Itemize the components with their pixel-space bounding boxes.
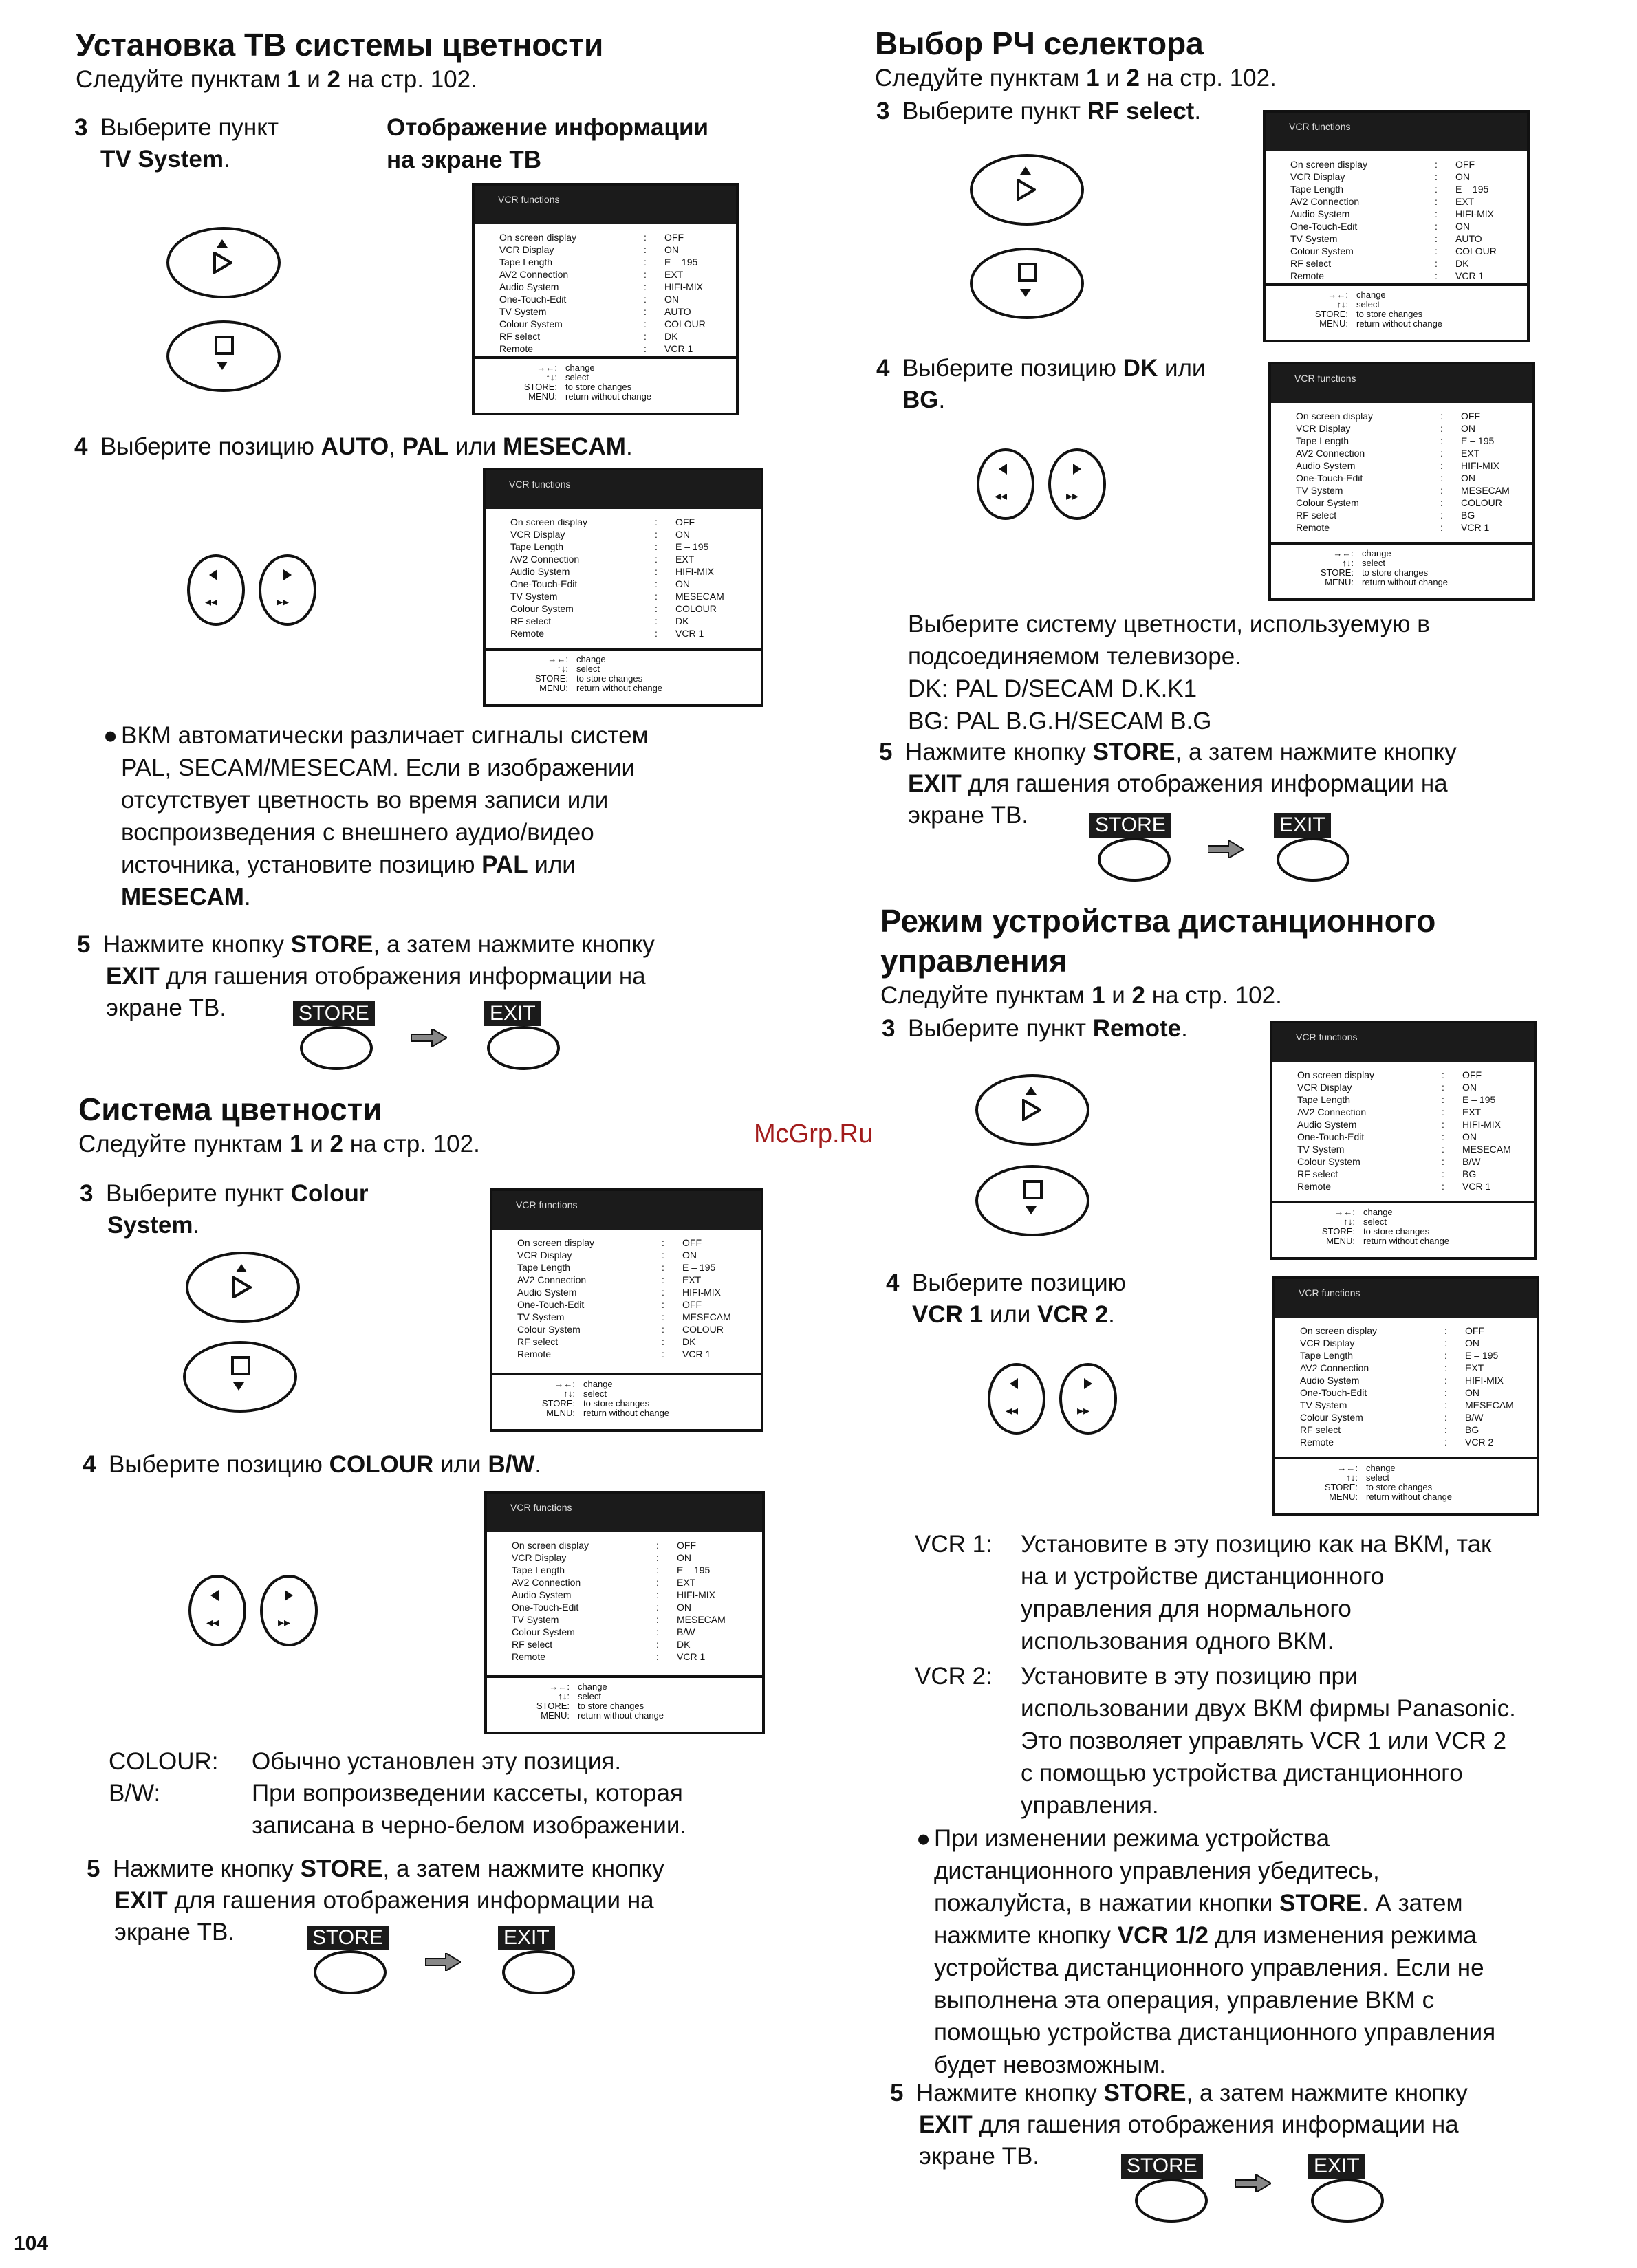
osd-title: VCR functions <box>1272 1023 1534 1062</box>
exit-button[interactable] <box>1311 2179 1384 2223</box>
fast-forward-icon: ▸▸ <box>1077 1404 1090 1417</box>
osd-screen <box>472 183 739 415</box>
down-arrow-icon <box>1020 289 1031 297</box>
osd-row: TV System : MESECAM <box>517 1311 731 1322</box>
osd-screen <box>1263 110 1530 342</box>
down-arrow-icon <box>217 362 228 370</box>
osd-row: Tape Length : E – 195 <box>517 1262 716 1273</box>
osd-row: AV2 Connection : EXT <box>512 1577 696 1588</box>
osd-title: VCR functions <box>1266 113 1527 151</box>
step-5-line-3: экране ТВ. <box>919 2143 1040 2170</box>
down-arrow-icon <box>233 1382 244 1391</box>
osd-row: Audio System : HIFI-MIX <box>499 281 703 292</box>
play-icon <box>1022 1099 1041 1121</box>
step-5: 5 Нажмите кнопку STORE, а затем нажмите кнопку <box>87 1855 664 1882</box>
rewind-button[interactable] <box>188 1575 246 1646</box>
up-arrow-icon <box>1026 1087 1037 1095</box>
down-stop-button[interactable] <box>970 248 1084 319</box>
watermark: McGrp.Ru <box>754 1120 874 1148</box>
rewind-button[interactable] <box>187 554 245 626</box>
up-arrow-icon <box>236 1264 247 1272</box>
osd-row: RF select : DK <box>512 1639 691 1650</box>
osd-row: On screen display : OFF <box>1297 1069 1482 1080</box>
osd-row: Remote : VCR 1 <box>510 628 704 639</box>
bw-term: B/W: <box>109 1780 161 1807</box>
fast-forward-icon: ▸▸ <box>1066 489 1079 503</box>
vcr1-desc: Установите в эту позицию как на ВКМ, так на и устройстве дистанционного управления для нормального использования одного ВКМ. <box>1021 1531 1492 1655</box>
osd-help: →←: change ↑↓: select STORE: to store changes MENU: return without change <box>492 1373 761 1429</box>
down-stop-button[interactable] <box>975 1165 1089 1236</box>
osd-row: RF select : BG <box>1297 1168 1477 1179</box>
osd-row: On screen display : OFF <box>1296 411 1480 422</box>
osd-row: Colour System : COLOUR <box>1290 246 1497 257</box>
osd-row: On screen display : OFF <box>1300 1325 1484 1336</box>
exit-button[interactable] <box>1277 838 1349 882</box>
osd-row: Colour System : COLOUR <box>499 318 706 329</box>
fast-forward-icon: ▸▸ <box>277 595 290 609</box>
osd-row: Colour System : COLOUR <box>1296 497 1502 508</box>
right-arrow-icon <box>285 1590 293 1601</box>
osd-title: VCR functions <box>487 1494 762 1532</box>
fast-forward-button[interactable] <box>259 554 316 626</box>
step-4-item: BG. <box>902 386 946 413</box>
osd-row: RF select : DK <box>1290 258 1469 269</box>
osd-title: VCR functions <box>486 470 761 509</box>
osd-row: TV System : MESECAM <box>1300 1399 1514 1410</box>
osd-row: Remote : VCR 1 <box>517 1349 711 1360</box>
osd-row: Colour System : B/W <box>1300 1412 1484 1423</box>
osd-screen <box>1270 1021 1537 1260</box>
step-3-item: System. <box>107 1212 200 1239</box>
play-icon <box>1017 179 1036 201</box>
osd-row: On screen display : OFF <box>499 232 684 243</box>
osd-help: →←: change ↑↓: select STORE: to store changes MENU: return without change <box>486 648 761 704</box>
osd-caption: Отображение информации на экране ТВ <box>387 114 708 173</box>
osd-row: One-Touch-Edit : OFF <box>517 1299 702 1310</box>
step-5: 5 Нажмите кнопку STORE, а затем нажмите кнопку <box>890 2080 1468 2106</box>
osd-row: One-Touch-Edit : ON <box>1297 1131 1477 1142</box>
osd-row: Remote : VCR 1 <box>499 343 693 354</box>
osd-row: Tape Length : E – 195 <box>510 541 709 552</box>
step-5-line-3: экране ТВ. <box>114 1919 235 1945</box>
osd-row: TV System : MESECAM <box>512 1614 726 1625</box>
osd-row: AV2 Connection : EXT <box>510 554 695 565</box>
osd-title: VCR functions <box>475 186 736 224</box>
osd-row: On screen display : OFF <box>510 516 695 527</box>
arrow-right-icon <box>1208 840 1244 858</box>
note-text: ВКМ автоматически различает сигналы систем PAL, SECAM/MESECAM. Если в изображении отсутствует цветность во время записи или воспроизведения с внешнего аудио/видео источника, установите позицию PAL или MESECAM. <box>121 722 649 911</box>
fast-forward-button[interactable] <box>1059 1363 1117 1435</box>
osd-row: Remote : VCR 1 <box>1297 1181 1491 1192</box>
osd-row: Colour System : B/W <box>1297 1156 1481 1167</box>
osd-row: One-Touch-Edit : ON <box>1290 221 1470 232</box>
osd-row: Tape Length : E – 195 <box>499 257 698 268</box>
page-number: 104 <box>14 2232 49 2255</box>
osd-help: →←: change ↑↓: select STORE: to store changes MENU: return without change <box>487 1675 762 1732</box>
osd-row: Tape Length : E – 195 <box>1300 1350 1499 1361</box>
osd-row: VCR Display : ON <box>512 1552 691 1563</box>
right-arrow-icon <box>1073 464 1081 475</box>
osd-help: →←: change ↑↓: select STORE: to store changes MENU: return without change <box>1266 283 1527 340</box>
step-3: 3 Выберите пункт RF select. <box>876 98 1202 124</box>
rewind-button[interactable] <box>977 448 1034 520</box>
osd-row: RF select : DK <box>510 615 689 626</box>
step-5-line-3: экране ТВ. <box>106 994 227 1021</box>
osd-row: Remote : VCR 1 <box>512 1651 706 1662</box>
osd-help: →←: change ↑↓: select STORE: to store changes MENU: return without change <box>1275 1457 1537 1513</box>
osd-help: →←: change ↑↓: select STORE: to store changes MENU: return without change <box>475 356 736 413</box>
step-4-item: VCR 1 или VCR 2. <box>912 1301 1115 1328</box>
follow-steps: Следуйте пунктам 1 и 2 на стр. 102. <box>875 65 1277 91</box>
follow-steps: Следуйте пунктам 1 и 2 на стр. 102. <box>78 1131 480 1157</box>
osd-row: TV System : MESECAM <box>1296 485 1510 496</box>
step-5-line-2: EXIT для гашения отображения информации на <box>106 963 646 990</box>
exit-button[interactable] <box>487 1026 560 1070</box>
left-arrow-icon <box>209 569 217 580</box>
osd-row: On screen display : OFF <box>512 1540 696 1551</box>
osd-screen <box>1272 1276 1539 1516</box>
osd-row: One-Touch-Edit : ON <box>1300 1387 1479 1398</box>
exit-label: EXIT <box>498 1926 555 1950</box>
osd-row: On screen display : OFF <box>1290 159 1475 170</box>
follow-steps: Следуйте пунктам 1 и 2 на стр. 102. <box>880 982 1282 1009</box>
right-arrow-icon <box>1084 1378 1092 1389</box>
step-3-item: TV System. <box>100 146 230 173</box>
fast-forward-icon: ▸▸ <box>278 1615 291 1629</box>
up-arrow-icon <box>1020 166 1031 175</box>
osd-row: VCR Display : ON <box>499 244 679 255</box>
left-arrow-icon <box>999 464 1007 475</box>
arrow-right-icon <box>425 1953 461 1971</box>
osd-screen <box>1268 362 1535 601</box>
left-arrow-icon <box>1010 1378 1018 1389</box>
osd-row: VCR Display : ON <box>510 529 690 540</box>
osd-screen <box>490 1188 763 1432</box>
up-play-button[interactable] <box>975 1074 1089 1146</box>
stop-icon <box>1018 263 1037 282</box>
osd-row: Audio System : HIFI-MIX <box>517 1287 721 1298</box>
colour-term: COLOUR: <box>109 1748 219 1775</box>
osd-row: Audio System : HIFI-MIX <box>1300 1375 1504 1386</box>
up-play-button[interactable] <box>970 154 1084 226</box>
osd-row: VCR Display : ON <box>1290 171 1470 182</box>
osd-row: Tape Length : E – 195 <box>1296 435 1495 446</box>
osd-title: VCR functions <box>1275 1279 1537 1318</box>
step-4: 4 Выберите позицию <box>886 1269 1126 1296</box>
osd-row: AV2 Connection : EXT <box>1296 448 1480 459</box>
rewind-button[interactable] <box>988 1363 1045 1435</box>
play-icon <box>213 252 232 274</box>
osd-row: AV2 Connection : EXT <box>1297 1106 1482 1117</box>
osd-row: On screen display : OFF <box>517 1237 702 1248</box>
down-stop-button[interactable] <box>166 320 281 392</box>
down-arrow-icon <box>1026 1206 1037 1214</box>
stop-icon <box>231 1356 250 1375</box>
osd-row: VCR Display : ON <box>1297 1082 1477 1093</box>
step-5: 5 Нажмите кнопку STORE, а затем нажмите кнопку <box>77 931 655 958</box>
osd-row: Tape Length : E – 195 <box>1297 1094 1496 1105</box>
osd-row: Audio System : HIFI-MIX <box>510 566 714 577</box>
exit-label: EXIT <box>484 1001 541 1026</box>
play-icon <box>232 1276 252 1298</box>
step-5-line-2: EXIT для гашения отображения информации на <box>919 2111 1459 2138</box>
osd-row: Colour System : B/W <box>512 1626 695 1637</box>
rewind-icon: ◂◂ <box>1006 1404 1019 1417</box>
osd-row: Audio System : HIFI-MIX <box>1296 460 1499 471</box>
colour-desc: Обычно установлен эту позиция. <box>252 1748 622 1775</box>
osd-row: TV System : AUTO <box>1290 233 1482 244</box>
vcr2-desc: Установите в эту позицию при использовании двух ВКМ фирмы Panasonic. Это позволяет управлять VCR 1 или VCR 2 с помощью устройства дистанционного управления. <box>1021 1663 1516 1819</box>
osd-row: Audio System : HIFI-MIX <box>1290 208 1494 219</box>
osd-row: Colour System : COLOUR <box>517 1324 724 1335</box>
arrow-right-icon <box>1235 2174 1271 2192</box>
rewind-icon: ◂◂ <box>206 1615 219 1629</box>
osd-row: One-Touch-Edit : ON <box>499 294 679 305</box>
store-button[interactable] <box>1135 2179 1208 2223</box>
osd-title: VCR functions <box>492 1191 761 1230</box>
store-button[interactable] <box>314 1950 387 1994</box>
section-title-rf-select: Выбор РЧ селектора <box>875 25 1204 61</box>
osd-screen <box>484 1491 765 1734</box>
bw-desc: При вопроизведении кассеты, которая записана в черно-белом изображении. <box>252 1780 687 1839</box>
step-4: 4 Выберите позицию AUTO, PAL или MESECAM. <box>74 433 633 460</box>
osd-row: Remote : VCR 1 <box>1290 270 1484 281</box>
store-button[interactable] <box>300 1026 373 1070</box>
osd-row: Audio System : HIFI-MIX <box>512 1589 715 1600</box>
osd-row: TV System : MESECAM <box>1297 1144 1511 1155</box>
exit-button[interactable] <box>502 1950 575 1994</box>
step-5: 5 Нажмите кнопку STORE, а затем нажмите кнопку <box>879 739 1457 765</box>
step-5-line-3: экране ТВ. <box>908 802 1029 829</box>
fast-forward-button[interactable] <box>260 1575 318 1646</box>
arrow-right-icon <box>411 1029 447 1047</box>
left-arrow-icon <box>210 1590 219 1601</box>
step-3: 3 Выберите пункт Remote. <box>882 1015 1188 1042</box>
osd-row: RF select : DK <box>499 331 678 342</box>
osd-row: One-Touch-Edit : ON <box>510 578 690 589</box>
osd-row: RF select : BG <box>1300 1424 1479 1435</box>
rewind-icon: ◂◂ <box>205 595 218 609</box>
fast-forward-button[interactable] <box>1048 448 1106 520</box>
down-stop-button[interactable] <box>183 1341 297 1413</box>
osd-row: Tape Length : E – 195 <box>1290 184 1489 195</box>
step-5-line-2: EXIT для гашения отображения информации на <box>908 770 1448 797</box>
up-arrow-icon <box>217 239 228 248</box>
note-text: При изменении режима устройства дистанционного управления убедитесь, пожалуйста, в нажатии кнопки STORE. А затем нажмите кнопку VCR 1/2 для изменения режима устройства дистанционного управления. Если не выполнена эта операция, управление ВКМ с помощью устройства дистанционного управления будет невозможным. <box>934 1825 1496 2078</box>
osd-screen <box>483 468 763 707</box>
osd-help: →←: change ↑↓: select STORE: to store changes MENU: return without change <box>1271 542 1532 598</box>
section-title-colour-system: Система цветности <box>78 1091 382 1127</box>
store-button[interactable] <box>1098 838 1171 882</box>
osd-help: →←: change ↑↓: select STORE: to store changes MENU: return without change <box>1272 1201 1534 1257</box>
osd-row: RF select : DK <box>517 1336 696 1347</box>
osd-row: VCR Display : ON <box>1296 423 1475 434</box>
store-label: STORE <box>293 1001 375 1026</box>
up-play-button[interactable] <box>166 227 281 298</box>
step-4: 4 Выберите позицию DK или <box>876 355 1206 382</box>
exit-label: EXIT <box>1274 813 1331 838</box>
osd-title: VCR functions <box>1271 364 1532 403</box>
right-arrow-icon <box>283 569 292 580</box>
step-3: 3 Выберите пункт <box>74 114 279 141</box>
step-4: 4 Выберите позицию COLOUR или B/W. <box>83 1451 542 1478</box>
vcr2-term: VCR 2: <box>915 1663 993 1690</box>
rewind-icon: ◂◂ <box>995 489 1008 503</box>
exit-label: EXIT <box>1308 2154 1365 2179</box>
note-bullet: ● <box>916 1825 931 1852</box>
section-title-tv-system: Установка ТВ системы цветности <box>76 27 604 63</box>
osd-row: TV System : MESECAM <box>510 591 724 602</box>
osd-row: Remote : VCR 2 <box>1300 1437 1494 1448</box>
osd-row: Tape Length : E – 195 <box>512 1564 711 1575</box>
osd-row: TV System : AUTO <box>499 306 691 317</box>
osd-row: Colour System : COLOUR <box>510 603 717 614</box>
color-info: Выберите систему цветности, используемую в подсоединяемом телевизоре. DK: PAL D/SECAM D.K.K1 BG: PAL B.G.H/SECAM B.G <box>908 611 1430 734</box>
osd-row: AV2 Connection : EXT <box>517 1274 702 1285</box>
osd-row: Remote : VCR 1 <box>1296 522 1490 533</box>
osd-row: VCR Display : ON <box>517 1250 697 1261</box>
osd-row: AV2 Connection : EXT <box>1290 196 1475 207</box>
osd-row: One-Touch-Edit : ON <box>512 1602 691 1613</box>
osd-row: VCR Display : ON <box>1300 1338 1479 1349</box>
note-bullet: ● <box>103 722 118 749</box>
stop-icon <box>1023 1180 1043 1199</box>
stop-icon <box>215 336 234 355</box>
step-5-line-2: EXIT для гашения отображения информации на <box>114 1887 654 1914</box>
store-label: STORE <box>1089 813 1171 838</box>
step-3: 3 Выберите пункт Colour <box>80 1180 369 1207</box>
follow-steps: Следуйте пунктам 1 и 2 на стр. 102. <box>76 66 477 93</box>
up-play-button[interactable] <box>186 1252 300 1323</box>
osd-row: AV2 Connection : EXT <box>1300 1362 1484 1373</box>
osd-row: One-Touch-Edit : ON <box>1296 472 1475 483</box>
osd-row: AV2 Connection : EXT <box>499 269 684 280</box>
osd-row: Audio System : HIFI-MIX <box>1297 1119 1501 1130</box>
osd-row: RF select : BG <box>1296 510 1475 521</box>
store-label: STORE <box>307 1926 389 1950</box>
store-label: STORE <box>1121 2154 1203 2179</box>
section-title-remote-mode: Режим устройства дистанционного управления <box>880 903 1436 979</box>
vcr1-term: VCR 1: <box>915 1531 993 1558</box>
